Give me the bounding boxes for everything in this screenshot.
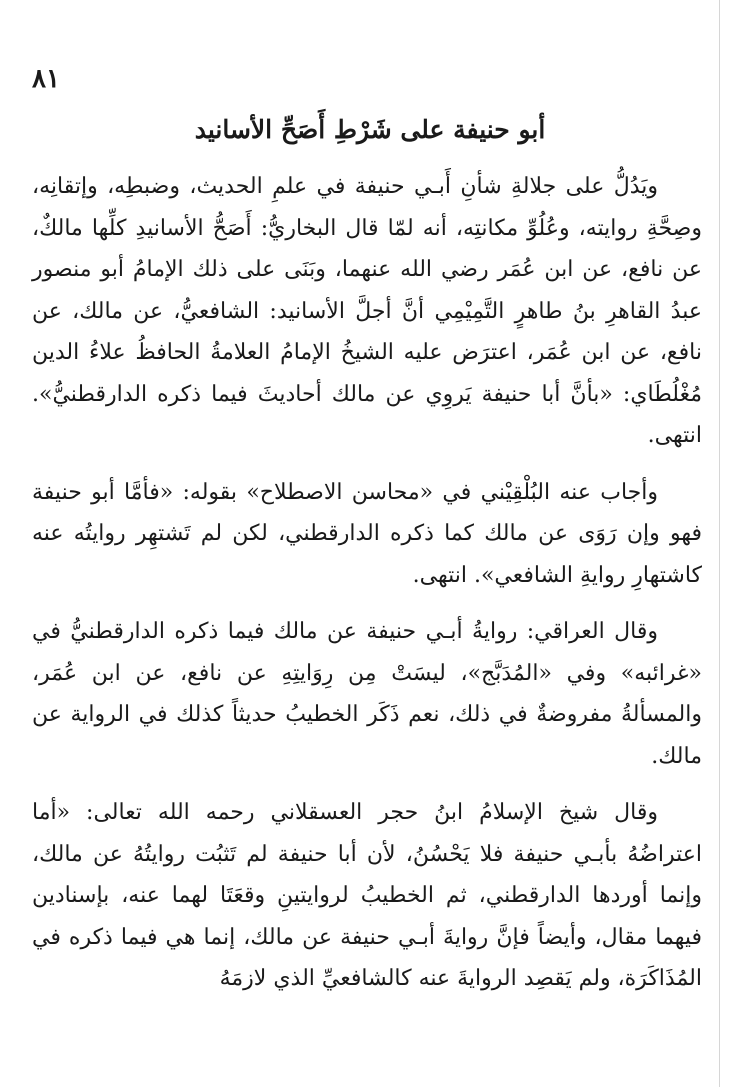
paragraph-bukhari-isnad: ويَدُلُّ على جلالةِ شأنِ أَبـي حنيفة في علمِ الحديث، وضبطِه، وإتقانِه، وصِحَّةِ روايته، وعُلُوِّ مكانتِه، أنه لمّا قال البخاريُّ: أَصَحُّ الأسانيدِ كلِّها مالكٌ، عن نافع، عن ابن عُمَر رضي الله عنهما، وبَنَى على ذلك الإمامُ أبو منصور عبدُ القاهرِ بنُ طاهرٍ التَّمِيْمِي أنَّ أجلَّ الأسانيد: الشافعيُّ، عن مالك، عن نافع، عن ابن عُمَر، اعترَض عليه الشيخُ الإمامُ العلامةُ الحافظُ علاءُ الدين مُغْلُطَاي: «بأنَّ أبا حنيفة يَروِي عن مالك أحاديثَ فيما ذكره الدارقطنيُّ». انتهى. <box>32 174 702 448</box>
body-text <box>32 166 702 1000</box>
paragraph-iraqi-statement: وقال العراقي: روايةُ أبـي حنيفة عن مالك فيما ذكره الدارقطنيُّ في «غرائبه» وفي «المُدَبَّج»، ليسَتْ مِن رِوَايتِهِ عن نافع، عن ابن عُمَر، والمسألةُ مفروضةٌ في ذلك، نعم ذَكَر الخطيبُ حديثاً كذلك في الرواية عن مالك. <box>32 619 702 769</box>
chapter-title: أبو حنيفة على شَرْطِ أَصَحِّ الأسانيد <box>194 115 546 144</box>
paragraph-bulqini-answer: وأجاب عنه البُلْقِيْني في «محاسن الاصطلاح» بقوله: «فأمَّا أبو حنيفة فهو وإن رَوَى عن مالك كما ذكره الدارقطني، لكن لم تَشتهِر روايتُه عنه كاشتهارِ روايةِ الشافعي». انتهى. <box>32 479 702 588</box>
paragraph-ibn-hajar-statement: وقال شيخ الإسلامُ ابنُ حجر العسقلاني رحمه الله تعالى: «أما اعتراضُهُ بأبـي حنيفة فلا يَحْسُنُ، لأن أبا حنيفة لم تَثبُت روايتُهُ عن مالك، وإنما أوردها الدارقطني، ثم الخطيبُ لروايتينِ وقعَتَا لهما عنه، بإسنادين فيهما مقال، وأيضاً فإنَّ روايةَ أبـي حنيفة عن مالك، إنما هي فيما ذكره في المُذَاكَرَة، ولم يَقصِد الروايةَ عنه كالشافعيِّ الذي لازمَهُ <box>32 800 702 991</box>
page-number: ٨١ <box>32 64 60 94</box>
